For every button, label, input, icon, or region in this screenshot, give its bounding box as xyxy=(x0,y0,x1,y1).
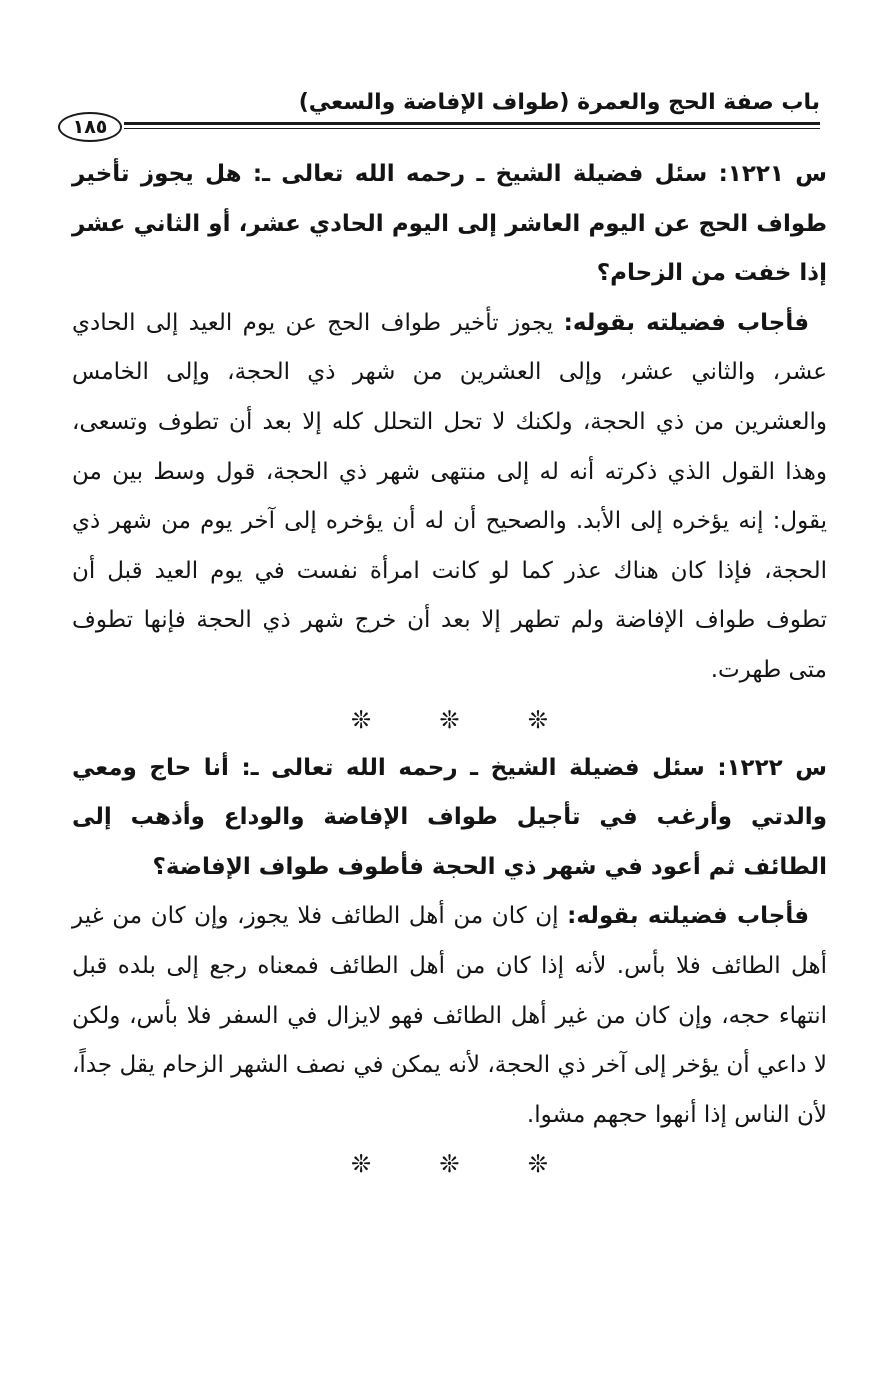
answer-paragraph xyxy=(72,892,827,1140)
page-number: ١٨٥ xyxy=(58,112,122,142)
question-label: س ١٢٢٢: xyxy=(717,754,828,781)
chapter-title: باب صفة الحج والعمرة (طواف الإفاضة والسعي) xyxy=(298,90,820,115)
answer-text: يجوز تأخير طواف الحج عن يوم العيد إلى الحادي عشر، والثاني عشر، وإلى العشرين من شهر ذي الحجة، وإلى الخامس والعشرين من ذي الحجة، ولكنك لا تحل التحلل كله إلا بعد أن تطوف وتسعى، وهذا القول الذي ذكرته أنه له إلى منتهى شهر ذي الحجة، قول وسط بين من يقول: إنه يؤخره إلى الأبد. والصحيح أن له أن يؤخره إلى آخر يوم من شهر ذي الحجة، فإذا كان هناك عذر كما لو كانت امرأة نفست في يوم العيد قبل أن تطوف طواف الإفاضة ولم تطهر إلا بعد أن خرج شهر ذي الحجة فإنها تطوف متى طهرت. xyxy=(72,309,827,683)
answer-paragraph xyxy=(72,299,827,696)
header-rule-thick xyxy=(124,122,820,125)
question-text: سئل فضيلة الشيخ ـ رحمه الله تعالى ـ: هل يجوز تأخير طواف الحج عن اليوم العاشر إلى اليوم الحادي عشر، أو الثاني عشر إذا خفت من الزحام؟ xyxy=(72,161,827,287)
answer-text: إن كان من أهل الطائف فلا يجوز، وإن كان من غير أهل الطائف فلا بأس. لأنه إذا كان من أهل الطائف فمعناه رجع إلى بلده قبل انتهاء حجه، وإن كان من غير أهل الطائف فهو لايزال في السفر فلا بأس، ولكن لا داعي أن يؤخر إلى آخر ذي الحجة، لأنه يمكن في نصف الشهر الزحام يقل جداً، لأن الناس إذا أنهوا حجهم مشوا. xyxy=(72,903,827,1128)
question-paragraph xyxy=(72,150,827,299)
question-text: سئل فضيلة الشيخ ـ رحمه الله تعالى ـ: أنا حاج ومعي والدتي وأرغب في تأجيل طواف الإفاضة والوداع وأذهب إلى الطائف ثم أعود في شهر ذي الحجة فأطوف طواف الإفاضة؟ xyxy=(72,754,827,880)
header-rule-thin xyxy=(124,128,820,129)
question-label: س ١٢٢١: xyxy=(718,161,828,187)
question-paragraph xyxy=(72,744,827,893)
page-body xyxy=(72,150,827,1188)
section-separator: ❊ ❊ ❊ xyxy=(350,1150,579,1179)
running-header xyxy=(52,88,820,138)
answer-label: فأجاب فضيلته بقوله: xyxy=(563,309,810,336)
answer-label: فأجاب فضيلته بقوله: xyxy=(567,903,810,930)
section-separator: ❊ ❊ ❊ xyxy=(350,705,579,734)
